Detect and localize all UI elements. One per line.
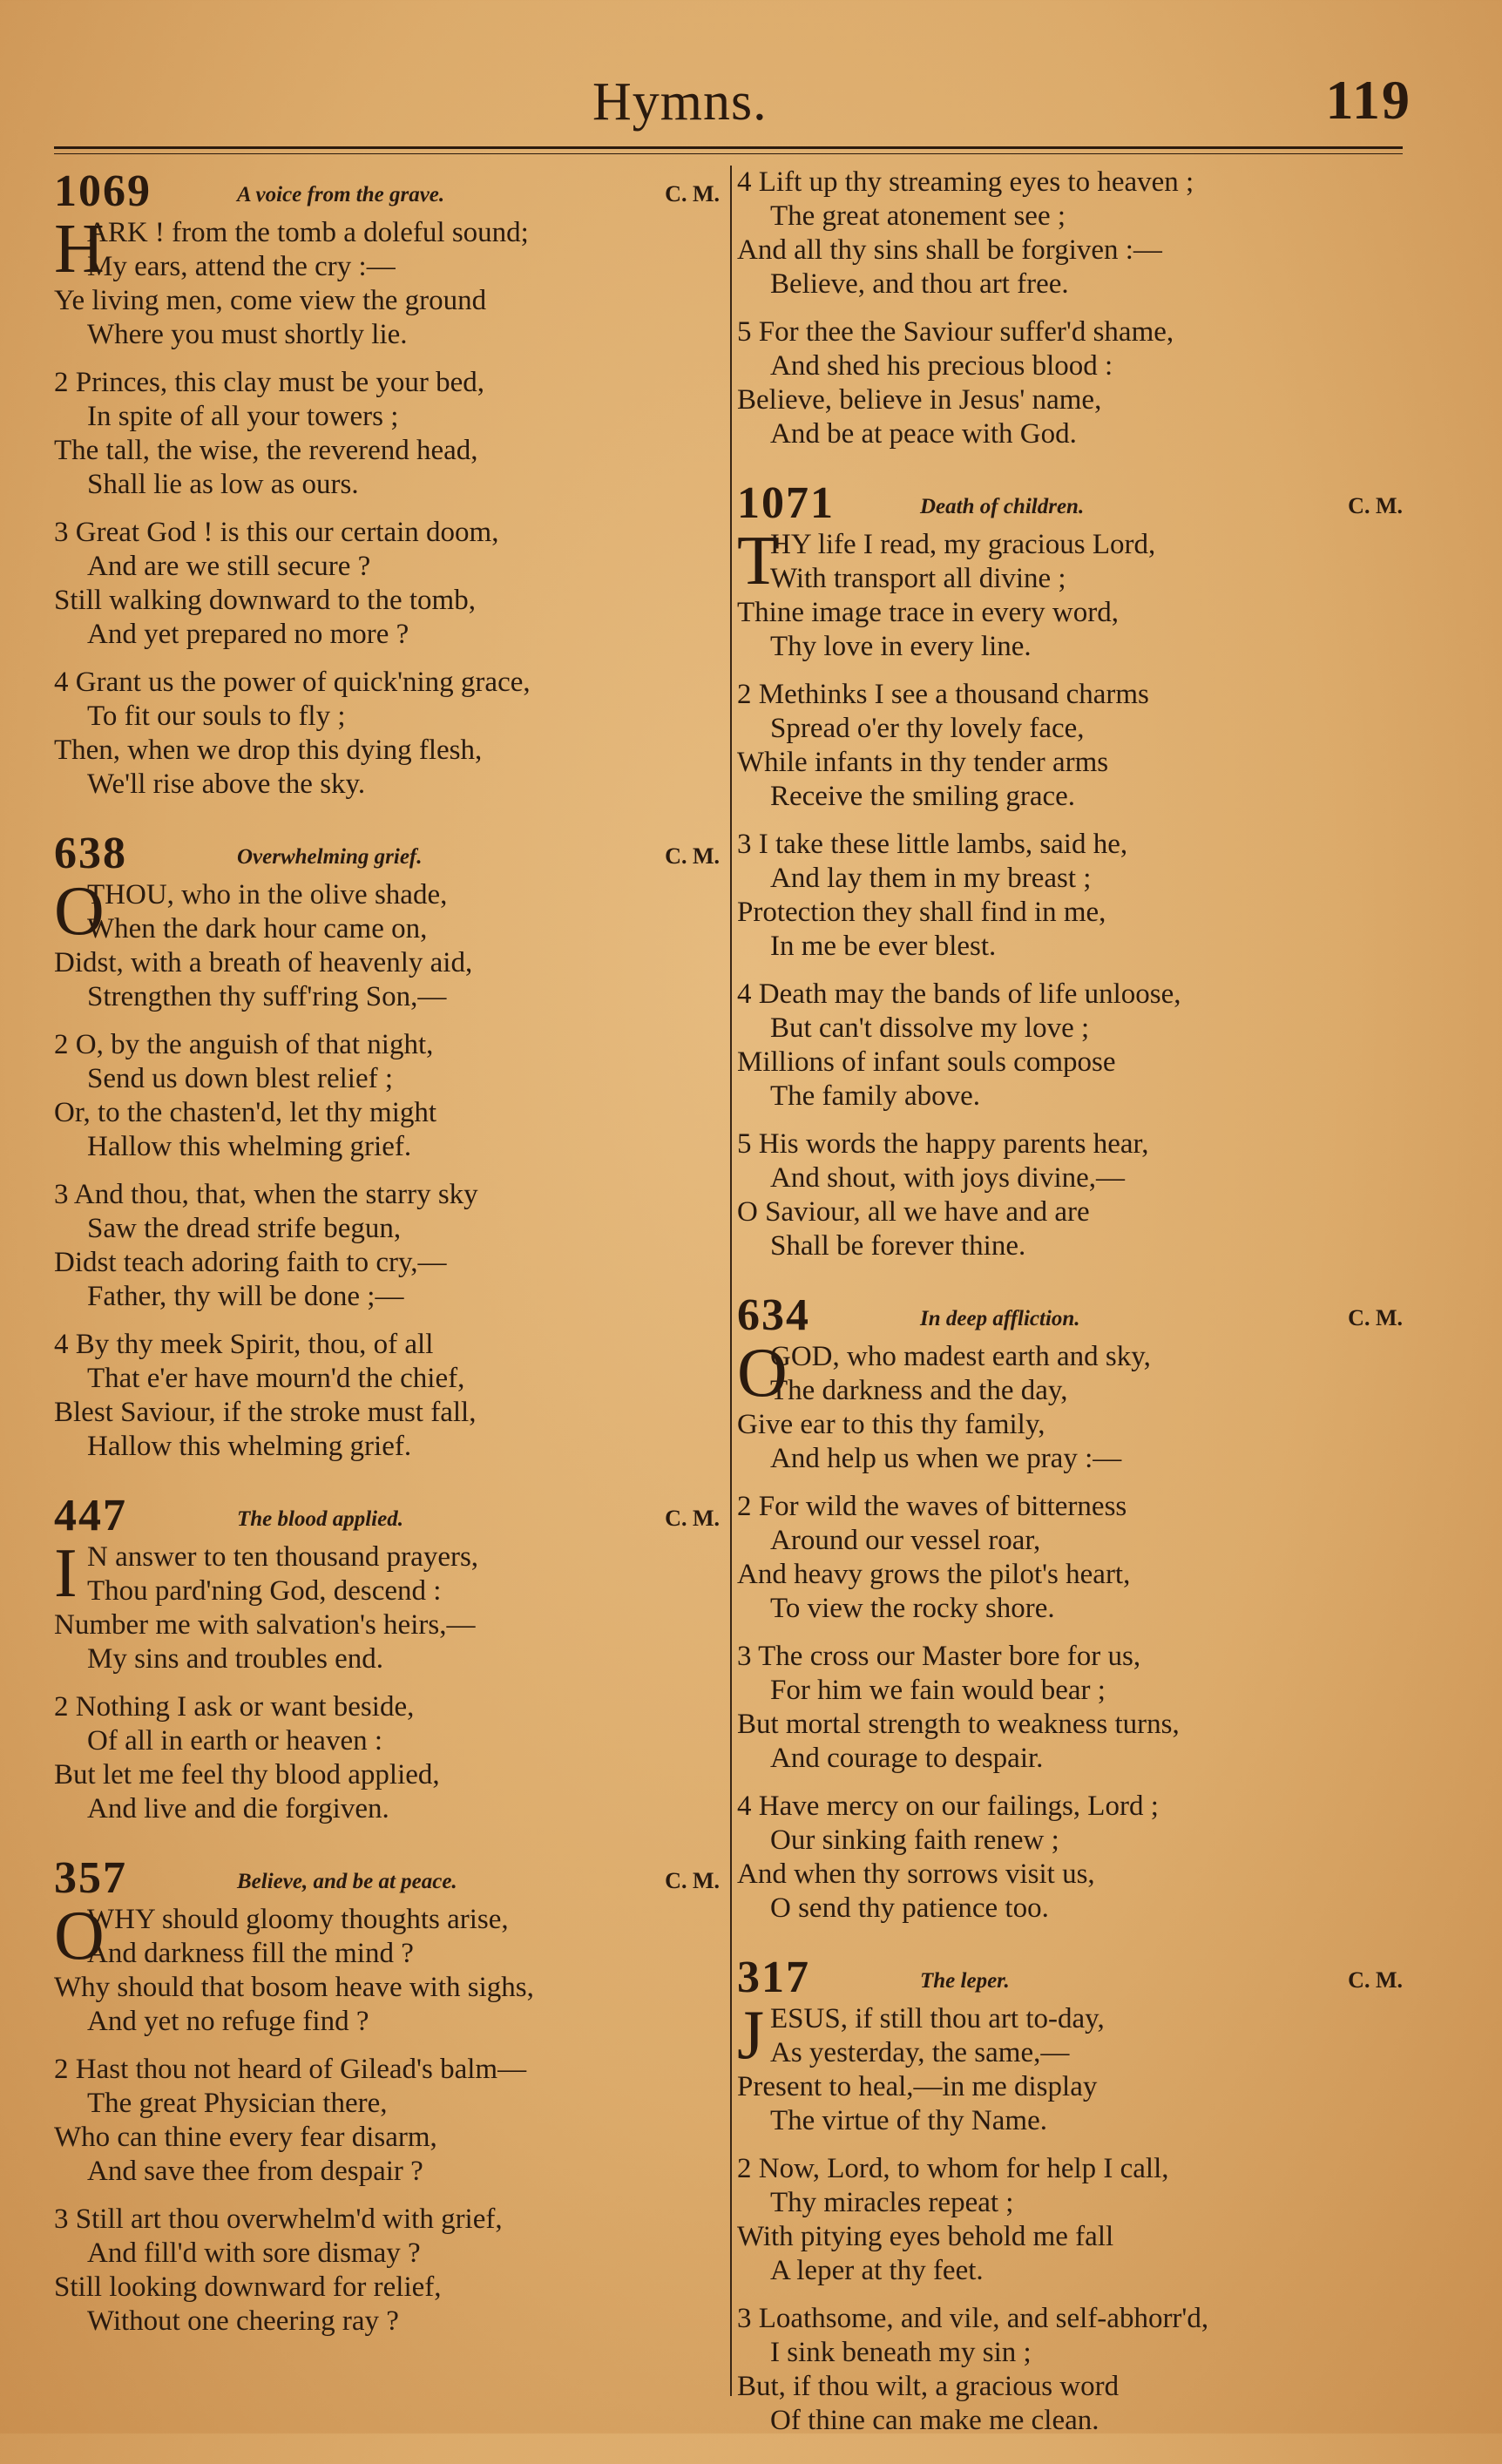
hymn-title: Believe, and be at peace. xyxy=(237,1870,457,1893)
verse-line: 2 Now, Lord, to whom for help I call, xyxy=(737,2153,1169,2184)
drop-cap: O xyxy=(54,1898,105,1974)
hymn-meter: C. M. xyxy=(1348,1305,1403,1330)
verse-line: 4 Grant us the power of quick'ning grace, xyxy=(54,667,531,698)
verse-line: And shout, with joys divine,— xyxy=(770,1162,1126,1194)
header-rule xyxy=(54,146,1403,149)
verse xyxy=(54,366,725,502)
verse xyxy=(737,1790,1408,1926)
verse-line: And heavy grows the pilot's heart, xyxy=(737,1559,1131,1590)
hymn-meter: C. M. xyxy=(665,1868,720,1893)
verse-line: And shed his precious blood : xyxy=(770,350,1113,382)
verse-line: Shall lie as low as ours. xyxy=(87,469,359,500)
verse-line: Number me with salvation's heirs,— xyxy=(54,1609,476,1641)
hymn-header xyxy=(737,1952,1408,2002)
hymn-header xyxy=(54,166,725,216)
verse-line: 3 The cross our Master bore for us, xyxy=(737,1641,1141,1672)
verse-line: Thy miracles repeat ; xyxy=(770,2187,1014,2218)
page-title: Hymns. xyxy=(592,72,768,132)
hymn-title: Overwhelming grief. xyxy=(237,845,423,869)
drop-cap: J xyxy=(737,1997,765,2074)
verse-line: Still looking downward for relief, xyxy=(54,2271,442,2303)
verse-line: But mortal strength to weakness turns, xyxy=(737,1709,1180,1740)
verse-line: Why should that bosom heave with sighs, xyxy=(54,1972,534,2003)
verse xyxy=(54,873,725,1014)
hymn-meter: C. M. xyxy=(1348,493,1403,518)
verse-line: The great atonement see ; xyxy=(770,200,1066,232)
verse-line-text: ESUS, if still thou art to-day, xyxy=(770,2003,1105,2034)
verse xyxy=(737,828,1408,964)
verse-line: Or, to the chasten'd, let thy might xyxy=(54,1097,437,1128)
hymn xyxy=(54,166,725,802)
drop-cap: O xyxy=(54,873,105,950)
verse-line: 2 Methinks I see a thousand charms xyxy=(737,679,1149,710)
verse-line: Send us down blest relief ; xyxy=(87,1063,394,1094)
verse-line: Shall be forever thine. xyxy=(770,1230,1026,1262)
verse-line: And when thy sorrows visit us, xyxy=(737,1858,1095,1890)
verse-line: Our sinking faith renew ; xyxy=(770,1824,1059,1856)
verse-line: Strengthen thy suff'ring Son,— xyxy=(87,981,447,1012)
verse-line: Thine image trace in every word, xyxy=(737,597,1119,628)
verse-line: Of thine can make me clean. xyxy=(770,2405,1099,2436)
hymn-number: 634 xyxy=(737,1290,810,1340)
hymn-meter: C. M. xyxy=(665,181,720,206)
verse-line: And courage to despair. xyxy=(770,1743,1044,1774)
verse-line-text: GOD, who madest earth and sky, xyxy=(770,1341,1151,1372)
verse-line: 5 His words the happy parents hear, xyxy=(737,1128,1149,1160)
verse-line: But can't dissolve my love ; xyxy=(770,1012,1090,1044)
hymn-header xyxy=(54,1490,725,1540)
verse xyxy=(737,523,1408,664)
verse-line: 3 And thou, that, when the starry sky xyxy=(54,1179,478,1210)
verse-line: That e'er have mourn'd the chief, xyxy=(87,1363,465,1394)
verse-line: 2 Hast thou not heard of Gilead's balm— xyxy=(54,2054,527,2085)
verse-line: In spite of all your towers ; xyxy=(87,401,399,432)
verse-line: But let me feel thy blood applied, xyxy=(54,1759,440,1790)
verse-line: As yesterday, the same,— xyxy=(770,2037,1070,2068)
verse-line: Didst, with a breath of heavenly aid, xyxy=(54,947,473,978)
verse-line: 3 Great God ! is this our certain doom, xyxy=(54,517,499,548)
hymn-meter: C. M. xyxy=(1348,1967,1403,1993)
verse-line: And lay them in my breast ; xyxy=(770,863,1092,894)
hymn-title: In deep affliction. xyxy=(920,1307,1080,1330)
verse-line: And live and die forgiven. xyxy=(87,1793,389,1824)
verse xyxy=(54,1178,725,1314)
verse-line-text: ARK ! from the tomb a doleful sound; xyxy=(87,217,529,248)
hymn-meter: C. M. xyxy=(665,1506,720,1531)
verse-line: In me be ever blest. xyxy=(770,931,997,962)
verse-line: And help us when we pray :— xyxy=(770,1443,1122,1474)
verse-line: To view the rocky shore. xyxy=(770,1593,1055,1624)
verse-line: 2 Princes, this clay must be your bed, xyxy=(54,367,485,398)
verse-line: Without one cheering ray ? xyxy=(87,2305,399,2337)
verse-line: Thou pard'ning God, descend : xyxy=(87,1575,442,1607)
verse-line-text: WHY should gloomy thoughts arise, xyxy=(87,1904,509,1935)
verse-line: Receive the smiling grace. xyxy=(770,781,1076,812)
verse-line: 5 For thee the Saviour suffer'd shame, xyxy=(737,316,1174,348)
verse-line: Spread o'er thy lovely face, xyxy=(770,713,1085,744)
verse-line: Where you must shortly lie. xyxy=(87,319,408,350)
verse-line: 4 Death may the bands of life unloose, xyxy=(737,978,1181,1010)
verse-line: Ye living men, come view the ground xyxy=(54,285,487,316)
verse-line: Protection they shall find in me, xyxy=(737,897,1106,928)
verse xyxy=(737,2152,1408,2288)
verse-line: 3 Loathsome, and vile, and self-abhorr'd, xyxy=(737,2303,1209,2334)
verse-line: Thy love in every line. xyxy=(770,631,1032,662)
right-column xyxy=(737,166,1408,2464)
hymn-number: 1071 xyxy=(737,478,835,528)
verse-line: Believe, believe in Jesus' name, xyxy=(737,384,1102,416)
verse-line: While infants in thy tender arms xyxy=(737,747,1109,778)
verse xyxy=(737,678,1408,814)
verse-line: Present to heal,—in me display xyxy=(737,2071,1098,2102)
hymn-number: 357 xyxy=(54,1853,127,1903)
hymn xyxy=(737,166,1408,451)
verse-line: For him we fain would bear ; xyxy=(770,1675,1106,1706)
hymn xyxy=(54,828,725,1464)
verse xyxy=(737,2302,1408,2438)
drop-cap: H xyxy=(54,211,105,288)
verse-line: And fill'd with sore dismay ? xyxy=(87,2237,421,2269)
verse-line: Millions of infant souls compose xyxy=(737,1046,1116,1078)
verse-line: O send thy patience too. xyxy=(770,1892,1049,1924)
verse xyxy=(54,516,725,652)
verse xyxy=(54,1690,725,1826)
verse-line: To fit our souls to fly ; xyxy=(87,701,346,732)
verse-line: 4 By thy meek Spirit, thou, of all xyxy=(54,1329,434,1360)
verse xyxy=(737,315,1408,451)
verse xyxy=(737,978,1408,1114)
verse xyxy=(737,1997,1408,2138)
verse xyxy=(54,1028,725,1164)
verse-line: And yet no refuge find ? xyxy=(87,2006,369,2037)
verse-line: Of all in earth or heaven : xyxy=(87,1725,383,1757)
hymn-number: 317 xyxy=(737,1953,810,2002)
verse-line: And yet prepared no more ? xyxy=(87,619,409,650)
verse xyxy=(737,1335,1408,1476)
verse-line: 2 O, by the anguish of that night, xyxy=(54,1029,434,1060)
hymn-meter: C. M. xyxy=(665,843,720,869)
verse-line: 2 For wild the waves of bitterness xyxy=(737,1491,1127,1522)
verse-line: The great Physician there, xyxy=(87,2088,388,2119)
header-rule-thin xyxy=(54,153,1403,154)
verse-line: My ears, attend the cry :— xyxy=(87,251,396,282)
verse-line: Who can thine every fear disarm, xyxy=(54,2122,437,2153)
verse-line: Then, when we drop this dying flesh, xyxy=(54,734,483,766)
verse-line: 2 Nothing I ask or want beside, xyxy=(54,1691,415,1723)
verse-line: The tall, the wise, the reverend head, xyxy=(54,435,478,466)
verse-line: 3 I take these little lambs, said he, xyxy=(737,829,1128,860)
verse-line: Around our vessel roar, xyxy=(770,1525,1041,1556)
verse-line: Didst teach adoring faith to cry,— xyxy=(54,1247,447,1278)
drop-cap: T xyxy=(737,523,780,599)
verse-line: 4 Lift up thy streaming eyes to heaven ; xyxy=(737,166,1194,198)
hymn-header xyxy=(737,1290,1408,1340)
verse-line: O Saviour, all we have and are xyxy=(737,1196,1090,1228)
verse-line: My sins and troubles end. xyxy=(87,1643,384,1675)
verse xyxy=(737,1127,1408,1263)
verse xyxy=(54,2053,725,2189)
hymn-title: A voice from the grave. xyxy=(237,183,445,206)
verse xyxy=(54,211,725,352)
verse-line: But, if thou wilt, a gracious word xyxy=(737,2371,1120,2402)
hymn xyxy=(54,1852,725,2339)
verse-line: 4 Have mercy on our failings, Lord ; xyxy=(737,1790,1159,1822)
hymn xyxy=(54,1490,725,1826)
verse-line: 3 Still art thou overwhelm'd with grief, xyxy=(54,2203,503,2235)
verse-line: With transport all divine ; xyxy=(770,563,1066,594)
verse-line: Hallow this whelming grief. xyxy=(87,1131,412,1162)
verse-line: With pitying eyes behold me fall xyxy=(737,2221,1114,2252)
hymn-number: 1069 xyxy=(54,166,152,216)
verse-line: And darkness fill the mind ? xyxy=(87,1938,414,1969)
hymn-header xyxy=(54,1852,725,1903)
hymn xyxy=(737,477,1408,1263)
verse-line: And save thee from despair ? xyxy=(87,2156,423,2187)
verse xyxy=(54,2203,725,2339)
verse xyxy=(737,1640,1408,1776)
hymn-title: Death of children. xyxy=(920,495,1085,518)
verse-line: A leper at thy feet. xyxy=(770,2255,984,2286)
verse xyxy=(737,1490,1408,1626)
verse-line: The virtue of thy Name. xyxy=(770,2105,1047,2136)
hymn-header xyxy=(54,828,725,878)
verse-line: The darkness and the day, xyxy=(770,1375,1068,1406)
verse-line-text: THOU, who in the olive shade, xyxy=(87,879,448,910)
column-divider xyxy=(730,166,732,2396)
hymn-title: The leper. xyxy=(920,1969,1010,1993)
hymn-number: 638 xyxy=(54,829,127,878)
verse xyxy=(54,1898,725,2039)
verse-line: Still walking downward to the tomb, xyxy=(54,585,476,616)
verse-line-text: HY life I read, my gracious Lord, xyxy=(770,529,1156,560)
left-column xyxy=(54,166,725,2365)
verse-line: And be at peace with God. xyxy=(770,418,1077,450)
verse-line-text: N answer to ten thousand prayers, xyxy=(87,1541,479,1573)
page-header xyxy=(52,61,1411,139)
verse-line: The family above. xyxy=(770,1080,980,1112)
verse-line: Blest Saviour, if the stroke must fall, xyxy=(54,1397,477,1428)
verse-line: And all thy sins shall be forgiven :— xyxy=(737,234,1162,266)
page-number: 119 xyxy=(1325,69,1411,131)
verse-line: When the dark hour came on, xyxy=(87,913,428,944)
verse xyxy=(54,666,725,802)
hymn xyxy=(737,1290,1408,1926)
verse-line: Father, thy will be done ;— xyxy=(87,1281,404,1312)
verse-line: Saw the dread strife begun, xyxy=(87,1213,402,1244)
drop-cap: I xyxy=(54,1535,78,1612)
hymn-number: 447 xyxy=(54,1491,127,1540)
hymn-header xyxy=(737,477,1408,528)
verse xyxy=(54,1328,725,1464)
verse-line: We'll rise above the sky. xyxy=(87,768,366,800)
verse-line: Believe, and thou art free. xyxy=(770,268,1069,300)
verse-line: Hallow this whelming grief. xyxy=(87,1431,412,1462)
verse xyxy=(54,1535,725,1676)
verse xyxy=(737,166,1408,301)
hymn-title: The blood applied. xyxy=(237,1507,403,1531)
verse-line: And are we still secure ? xyxy=(87,551,371,582)
verse-line: Give ear to this thy family, xyxy=(737,1409,1045,1440)
hymn xyxy=(737,1952,1408,2438)
verse-line: I sink beneath my sin ; xyxy=(770,2337,1032,2368)
drop-cap: O xyxy=(737,1335,788,1411)
